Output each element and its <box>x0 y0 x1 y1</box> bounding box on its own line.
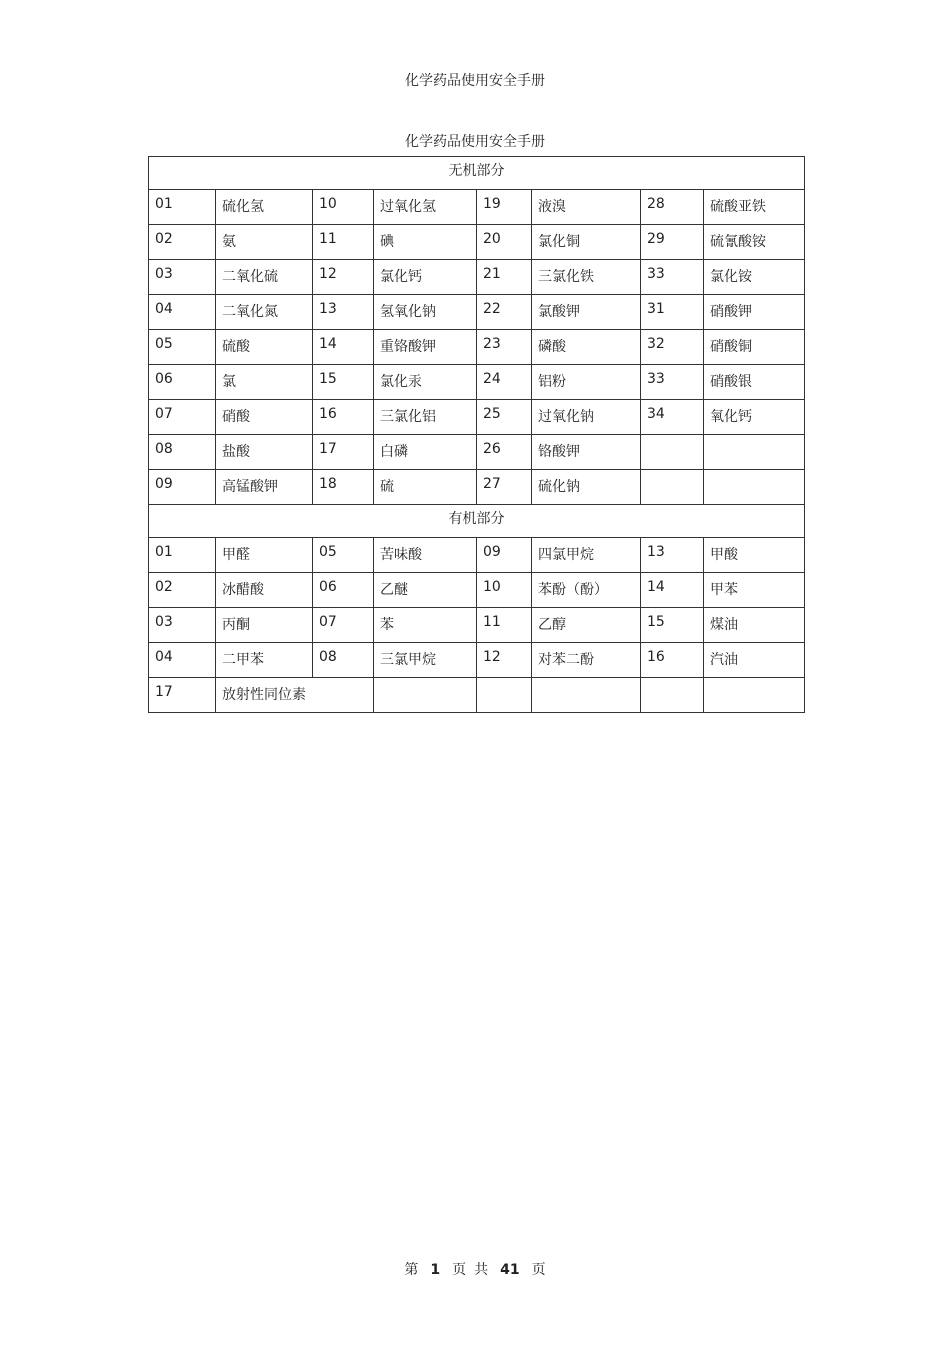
chem-name: 氯化钙 <box>374 260 477 295</box>
chem-number: 06 <box>313 573 374 608</box>
chem-number: 16 <box>313 400 374 435</box>
chem-name: 丙酮 <box>216 608 313 643</box>
chem-name: 对苯二酚 <box>532 643 641 678</box>
chem-name: 二甲苯 <box>216 643 313 678</box>
table-row <box>149 608 805 643</box>
chem-number: 05 <box>313 538 374 573</box>
chem-number: 33 <box>641 365 704 400</box>
chem-number: 13 <box>641 538 704 573</box>
chem-name: 氢氧化钠 <box>374 295 477 330</box>
chem-name: 硫氰酸铵 <box>704 225 805 260</box>
chem-name: 铬酸钾 <box>532 435 641 470</box>
chem-name: 苯酚（酚） <box>532 573 641 608</box>
chem-number: 07 <box>313 608 374 643</box>
chem-name: 甲苯 <box>704 573 805 608</box>
chem-number: 01 <box>149 190 216 225</box>
table-row <box>149 400 805 435</box>
chem-number: 07 <box>149 400 216 435</box>
footer-suffix: 页 <box>531 1262 546 1278</box>
chem-name: 硫 <box>374 470 477 505</box>
chem-number: 31 <box>641 295 704 330</box>
chem-name: 磷酸 <box>532 330 641 365</box>
chem-number: 33 <box>641 260 704 295</box>
chem-name: 氯酸钾 <box>532 295 641 330</box>
chem-name: 过氧化氢 <box>374 190 477 225</box>
chem-number: 27 <box>477 470 532 505</box>
chem-name: 硫化氢 <box>216 190 313 225</box>
chem-number: 09 <box>149 470 216 505</box>
chem-name: 氯化铜 <box>532 225 641 260</box>
chem-name: 硝酸 <box>216 400 313 435</box>
chem-number: 16 <box>641 643 704 678</box>
chem-name: 冰醋酸 <box>216 573 313 608</box>
chem-name: 煤油 <box>704 608 805 643</box>
empty-cell <box>641 678 704 713</box>
empty-cell <box>477 678 532 713</box>
empty-cell <box>374 678 477 713</box>
section-row-inorganic <box>149 157 805 190</box>
chem-name: 氧化钙 <box>704 400 805 435</box>
chem-number: 11 <box>477 608 532 643</box>
table-row <box>149 678 805 713</box>
chem-number: 06 <box>149 365 216 400</box>
chem-number: 13 <box>313 295 374 330</box>
table-row <box>149 573 805 608</box>
chem-name: 四氯甲烷 <box>532 538 641 573</box>
chem-name: 硫化钠 <box>532 470 641 505</box>
chem-name <box>704 435 805 470</box>
table-row <box>149 225 805 260</box>
table-row <box>149 330 805 365</box>
chem-name: 硝酸铜 <box>704 330 805 365</box>
chem-name: 液溴 <box>532 190 641 225</box>
chem-number: 02 <box>149 573 216 608</box>
chem-name: 硝酸钾 <box>704 295 805 330</box>
table-row <box>149 295 805 330</box>
chem-number: 28 <box>641 190 704 225</box>
chem-number: 03 <box>149 260 216 295</box>
section-row-organic <box>149 505 805 538</box>
chem-number: 04 <box>149 643 216 678</box>
chem-name: 氯化铵 <box>704 260 805 295</box>
chem-number: 34 <box>641 400 704 435</box>
section-heading-inorganic: 无机部分 <box>149 157 805 190</box>
chem-name: 氯化汞 <box>374 365 477 400</box>
chem-name: 重铬酸钾 <box>374 330 477 365</box>
footer-mid: 页 <box>452 1262 467 1278</box>
chem-number: 32 <box>641 330 704 365</box>
table-row <box>149 470 805 505</box>
chemical-table <box>148 156 805 713</box>
table-row <box>149 538 805 573</box>
chem-number: 08 <box>313 643 374 678</box>
chem-number: 04 <box>149 295 216 330</box>
chem-name: 苯 <box>374 608 477 643</box>
chem-number: 11 <box>313 225 374 260</box>
chem-number: 22 <box>477 295 532 330</box>
chem-number: 26 <box>477 435 532 470</box>
chem-number: 10 <box>313 190 374 225</box>
chem-number: 15 <box>641 608 704 643</box>
chem-number: 14 <box>641 573 704 608</box>
chem-number: 29 <box>641 225 704 260</box>
chem-number: 20 <box>477 225 532 260</box>
chem-number: 18 <box>313 470 374 505</box>
page-header-title: 化学药品使用安全手册 <box>405 73 545 89</box>
chem-number: 14 <box>313 330 374 365</box>
footer-page-number: 1 <box>430 1262 441 1278</box>
chem-number <box>641 435 704 470</box>
footer-prefix: 第 <box>404 1262 419 1278</box>
chem-name: 过氧化钠 <box>532 400 641 435</box>
chem-number: 17 <box>313 435 374 470</box>
chem-name: 甲醛 <box>216 538 313 573</box>
chem-name: 氨 <box>216 225 313 260</box>
chem-name: 铝粉 <box>532 365 641 400</box>
page-footer <box>0 1259 950 1279</box>
chem-name: 三氯化铝 <box>374 400 477 435</box>
chem-number: 21 <box>477 260 532 295</box>
chem-number: 10 <box>477 573 532 608</box>
footer-total-prefix: 共 <box>474 1262 489 1278</box>
chem-name: 硫酸 <box>216 330 313 365</box>
chem-name: 苦味酸 <box>374 538 477 573</box>
chem-name: 二氧化硫 <box>216 260 313 295</box>
chem-number: 03 <box>149 608 216 643</box>
chem-name: 白磷 <box>374 435 477 470</box>
table-title: 化学药品使用安全手册 <box>405 134 545 150</box>
table-row <box>149 365 805 400</box>
chem-number: 08 <box>149 435 216 470</box>
chem-name: 硫酸亚铁 <box>704 190 805 225</box>
chem-name: 甲酸 <box>704 538 805 573</box>
chem-name: 三氯化铁 <box>532 260 641 295</box>
chem-number: 09 <box>477 538 532 573</box>
chem-name: 放射性同位素 <box>216 678 374 713</box>
chem-number: 02 <box>149 225 216 260</box>
chem-name: 氯 <box>216 365 313 400</box>
chem-number: 05 <box>149 330 216 365</box>
section-heading-organic: 有机部分 <box>149 505 805 538</box>
chem-name: 碘 <box>374 225 477 260</box>
chem-number: 01 <box>149 538 216 573</box>
chem-number: 19 <box>477 190 532 225</box>
chem-number: 23 <box>477 330 532 365</box>
chem-name: 汽油 <box>704 643 805 678</box>
table-row <box>149 260 805 295</box>
chem-number: 12 <box>313 260 374 295</box>
chem-name: 二氧化氮 <box>216 295 313 330</box>
chem-name: 三氯甲烷 <box>374 643 477 678</box>
chem-number: 12 <box>477 643 532 678</box>
chem-number <box>641 470 704 505</box>
chem-name: 盐酸 <box>216 435 313 470</box>
chem-name: 高锰酸钾 <box>216 470 313 505</box>
table-row <box>149 190 805 225</box>
chem-name: 乙醇 <box>532 608 641 643</box>
table-row <box>149 643 805 678</box>
table-row <box>149 435 805 470</box>
chem-name <box>704 470 805 505</box>
chem-number: 17 <box>149 678 216 713</box>
empty-cell <box>532 678 641 713</box>
chem-number: 15 <box>313 365 374 400</box>
chem-number: 24 <box>477 365 532 400</box>
chem-name: 乙醚 <box>374 573 477 608</box>
empty-cell <box>704 678 805 713</box>
chem-number: 25 <box>477 400 532 435</box>
chem-name: 硝酸银 <box>704 365 805 400</box>
footer-total-pages: 41 <box>500 1262 520 1278</box>
